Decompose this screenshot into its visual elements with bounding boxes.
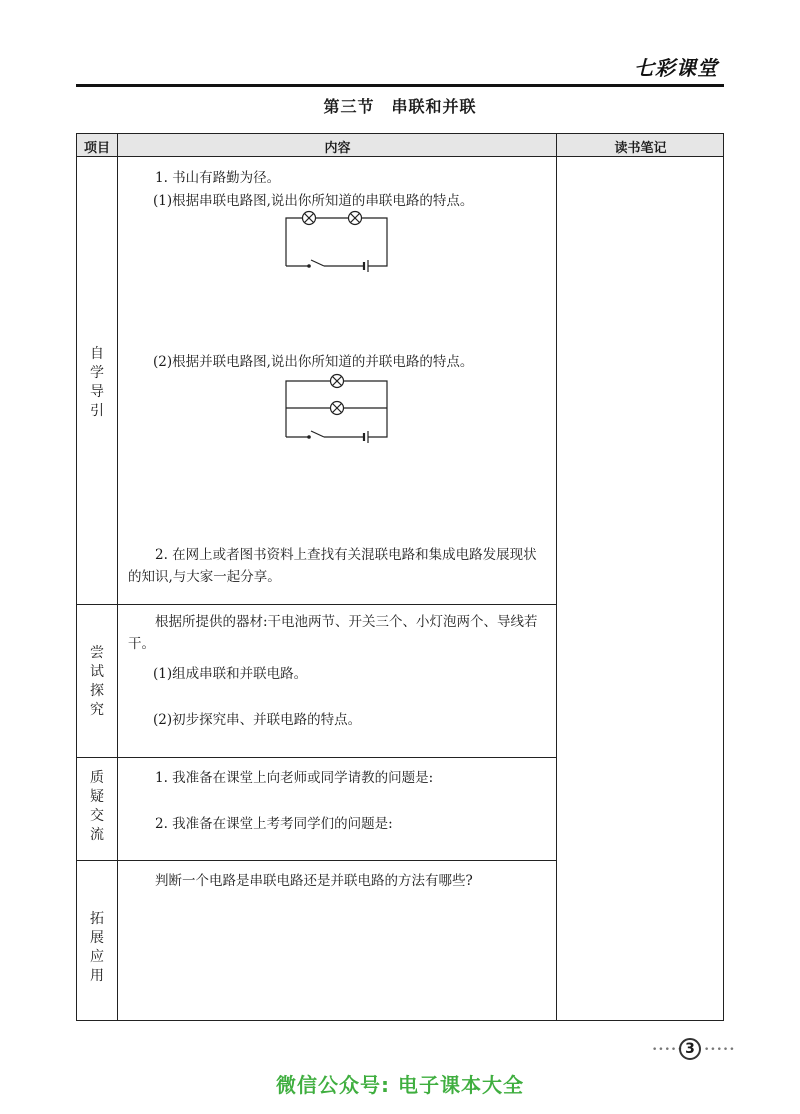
page-number-decor-left: ••••• [652,1045,684,1055]
discuss-question-2: 2. 我准备在课堂上考考同学们的问题是: [155,816,393,832]
section-label-explore: 尝 试 探 究 [90,645,104,718]
header-notes: 读书笔记 [614,141,667,156]
explore-step-1: (1)组成串联和并联电路。 [153,666,308,682]
row-divider [76,604,557,605]
section-label-self-study: 自 学 导 引 [90,346,104,419]
column-divider [556,133,557,1021]
header-rule [76,84,724,87]
question-1a: (1)根据串联电路图,说出你所知道的串联电路的特点。 [153,193,474,209]
explore-step-2: (2)初步探究串、并联电路的特点。 [153,712,362,728]
header-content: 内容 [324,141,351,156]
question-1b: (2)根据并联电路图,说出你所知道的并联电路的特点。 [153,354,474,370]
header-item: 项目 [83,141,110,156]
discuss-question-1: 1. 我准备在课堂上向老师或同学请教的问题是: [155,770,434,786]
extend-question: 判断一个电路是串联电路还是并联电路的方法有哪些? [155,873,473,889]
section-label-extend: 拓 展 应 用 [90,911,104,984]
row-divider [76,860,557,861]
page-number: 3 [679,1038,701,1060]
question-1: 1. 书山有路勤为径。 [155,170,281,186]
section-label-discuss: 质 疑 交 流 [90,770,104,843]
page-number-decor-right: ••••• [704,1045,736,1055]
column-divider [117,133,118,1021]
question-2: 2. 在网上或者图书资料上查找有关混联电路和集成电路发展现状的知识,与大家一起分享。 [128,547,537,585]
page-title: 第三节 串联和并联 [323,97,477,116]
series-circuit-diagram [284,210,390,272]
explore-intro: 根据所提供的器材:干电池两节、开关三个、小灯泡两个、导线若干。 [128,614,538,652]
watermark: 微信公众号: 电子课本大全 [276,1073,524,1097]
row-divider [76,757,557,758]
parallel-circuit-diagram [284,373,390,443]
brand-logo: 七彩课堂 [634,56,718,80]
